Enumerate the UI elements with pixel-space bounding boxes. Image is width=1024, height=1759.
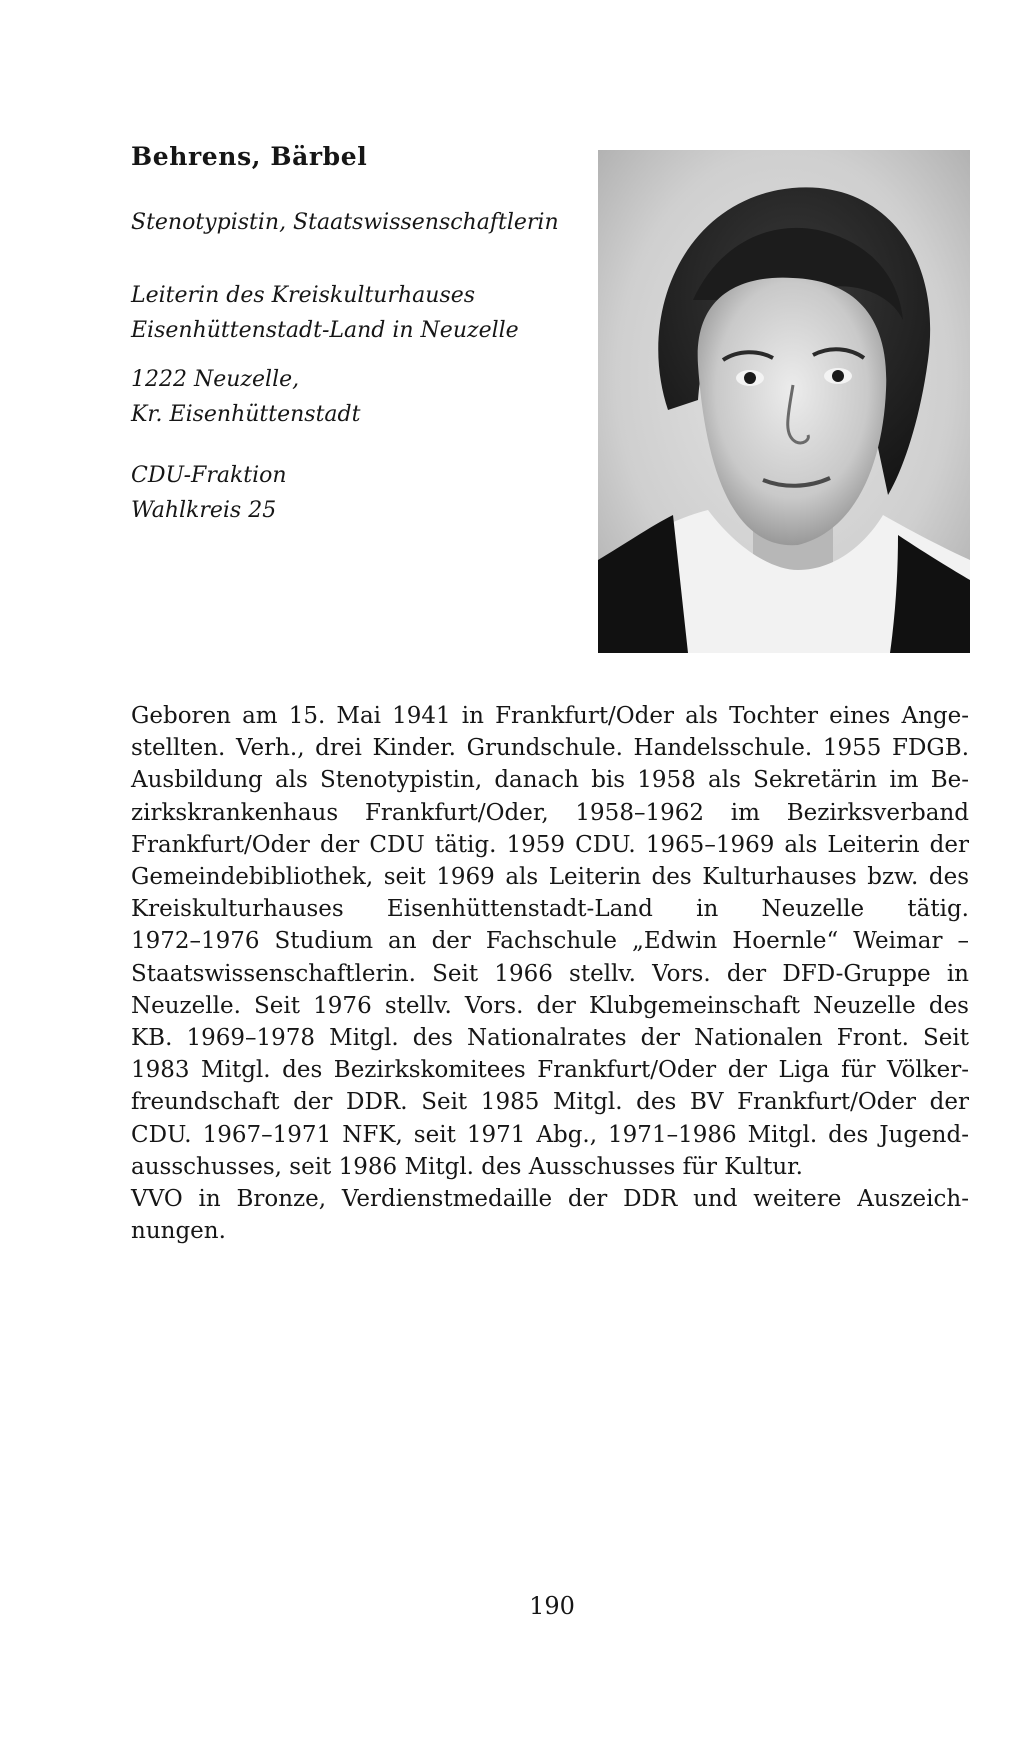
bio-line: VVO in Bronze, Verdienstmedaille der DDR und weitere Auszeich- xyxy=(131,1186,969,1213)
page-number: 190 xyxy=(529,1592,575,1620)
bio-line: CDU. 1967–1971 NFK, seit 1971 Abg., 1971–1986 Mitgl. des Jugend- xyxy=(131,1121,969,1148)
bio-line: zirkskrankenhaus Frankfurt/Oder, 1958–1962 im Bezirksverband xyxy=(131,799,969,826)
position xyxy=(131,278,519,348)
bio-line: 1972–1976 Studium an der Fachschule „Edwin Hoernle“ Weimar – xyxy=(131,928,969,955)
bio-line: Ausbildung als Stenotypistin, danach bis 1958 als Sekretärin im Be- xyxy=(131,767,969,794)
bio-line: ausschusses, seit 1986 Mitgl. des Ausschusses für Kultur. xyxy=(131,1153,803,1180)
bio-line: stellten. Verh., drei Kinder. Grundschule. Handelsschule. 1955 FDGB. xyxy=(131,735,969,762)
biography-text xyxy=(131,700,969,1247)
bio-line: Geboren am 15. Mai 1941 in Frankfurt/Oder als Tochter eines Ange- xyxy=(131,703,969,729)
bio-line: Neuzelle. Seit 1976 stellv. Vors. der Klubgemeinschaft Neuzelle des xyxy=(131,992,969,1019)
bio-line: freundschaft der DDR. Seit 1985 Mitgl. des BV Frankfurt/Oder der xyxy=(131,1089,969,1116)
portrait-photo xyxy=(598,150,970,653)
faction-line: CDU-Fraktion xyxy=(131,463,287,488)
constituency-line: Wahlkreis 25 xyxy=(131,498,277,523)
bio-line: Frankfurt/Oder der CDU tätig. 1959 CDU. 1965–1969 als Leiterin der xyxy=(131,831,969,858)
address-line-2: Kr. Eisenhüttenstadt xyxy=(131,402,361,427)
bio-line: KB. 1969–1978 Mitgl. des Nationalrates der Nationalen Front. Seit xyxy=(131,1025,969,1052)
position-line-2: Eisenhüttenstadt-Land in Neuzelle xyxy=(131,318,519,343)
profession xyxy=(131,205,559,240)
position-line-1: Leiterin des Kreiskulturhauses xyxy=(131,283,476,308)
bio-line: 1983 Mitgl. des Bezirkskomitees Frankfurt/Oder der Liga für Völker- xyxy=(131,1057,969,1084)
bio-line: Gemeindebibliothek, seit 1969 als Leiterin des Kulturhauses bzw. des xyxy=(131,864,969,891)
bio-line: Kreiskulturhauses Eisenhüttenstadt-Land in Neuzelle tätig. xyxy=(131,896,969,923)
person-name: Behrens, Bärbel xyxy=(131,142,368,171)
profession-line: Stenotypistin, Staatswissenschaftlerin xyxy=(131,210,559,235)
bio-line: Staatswissenschaftlerin. Seit 1966 stellv. Vors. der DFD-Gruppe in xyxy=(131,960,969,987)
faction xyxy=(131,458,287,528)
address-line-1: 1222 Neuzelle, xyxy=(131,367,300,392)
address xyxy=(131,362,360,432)
bio-line: nungen. xyxy=(131,1218,226,1245)
